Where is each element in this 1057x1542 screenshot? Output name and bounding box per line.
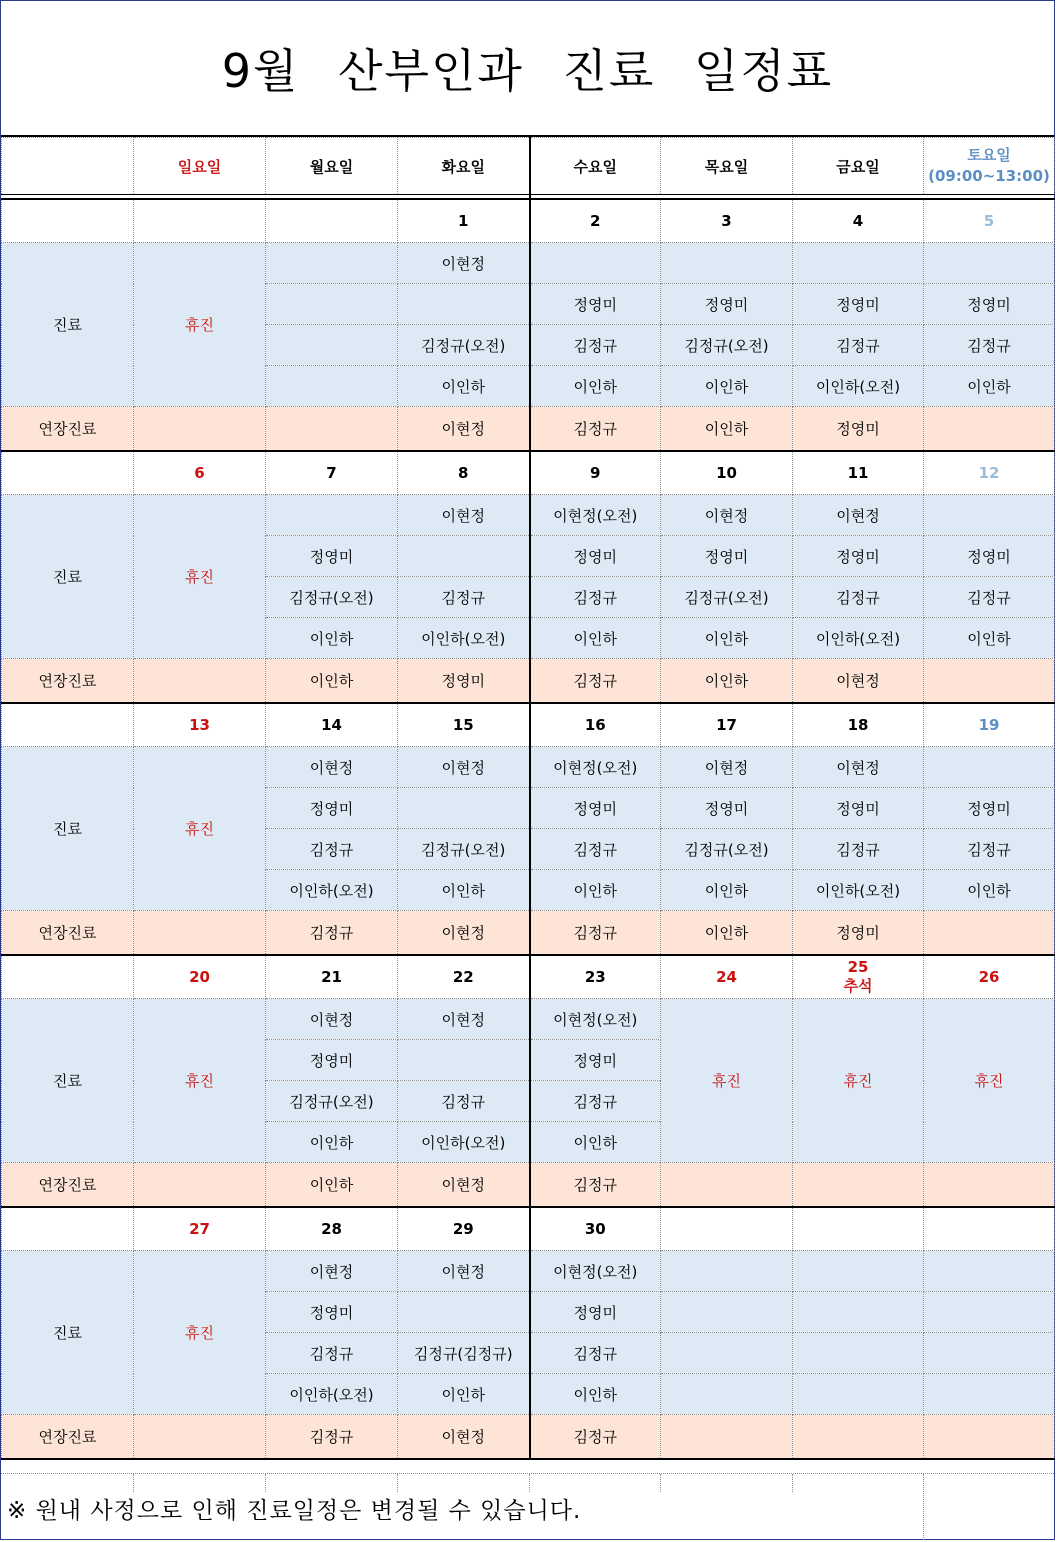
date-cell: 13	[134, 703, 266, 747]
doctor-cell	[661, 1251, 793, 1292]
doctor-cell: 이인하	[530, 618, 661, 659]
doctor-cell: 이인하(오전)	[266, 1374, 398, 1415]
extended-cell: 김정규	[266, 1415, 398, 1460]
doctor-cell	[924, 1251, 1055, 1292]
extended-cell	[793, 1415, 924, 1460]
date-cell: 18	[793, 703, 924, 747]
doctor-cell	[398, 536, 530, 577]
doctor-cell: 이현정	[661, 747, 793, 788]
date-cell: 16	[530, 703, 661, 747]
extended-cell: 이현정	[398, 407, 530, 452]
date-row	[2, 955, 1055, 999]
doctor-cell: 이인하	[530, 366, 661, 407]
extended-cell: 정영미	[398, 659, 530, 704]
doctor-cell	[398, 1292, 530, 1333]
closed-cell: 휴진	[661, 999, 793, 1163]
date-cell	[661, 1207, 793, 1251]
extended-cell	[924, 659, 1055, 704]
day-sunday: 일요일	[134, 138, 266, 195]
date-cell: 29	[398, 1207, 530, 1251]
extended-cell	[134, 1163, 266, 1208]
doctor-cell: 김정규	[398, 1081, 530, 1122]
doctor-cell: 이인하	[661, 366, 793, 407]
doctor-cell	[924, 1292, 1055, 1333]
extended-label: 연장진료	[2, 407, 134, 452]
extended-cell: 이현정	[398, 1415, 530, 1460]
doctor-cell: 이현정(오전)	[530, 747, 661, 788]
date-cell: 11	[793, 451, 924, 495]
extended-cell	[924, 1415, 1055, 1460]
date-row	[2, 199, 1055, 243]
doctor-cell: 김정규	[530, 325, 661, 366]
doctor-cell: 김정규(오전)	[661, 325, 793, 366]
date-cell: 23	[530, 955, 661, 999]
doctor-cell: 이현정(오전)	[530, 999, 661, 1040]
extended-label: 연장진료	[2, 1415, 134, 1460]
day-friday: 금요일	[793, 138, 924, 195]
doctor-cell: 김정규(오전)	[398, 325, 530, 366]
doctor-cell: 김정규	[924, 325, 1055, 366]
doctor-cell: 김정규	[530, 1081, 661, 1122]
doctor-cell: 김정규	[398, 577, 530, 618]
doctor-cell	[661, 1292, 793, 1333]
extended-row	[2, 1415, 1055, 1460]
date-cell: 8	[398, 451, 530, 495]
date-row	[2, 703, 1055, 747]
extended-cell: 김정규	[266, 911, 398, 956]
doctor-cell: 정영미	[266, 1292, 398, 1333]
doctor-cell	[530, 243, 661, 284]
extended-cell	[134, 407, 266, 452]
doctor-cell	[266, 325, 398, 366]
day-tuesday: 화요일	[398, 138, 530, 195]
doctor-cell: 이인하(오전)	[266, 870, 398, 911]
doctor-cell: 이인하	[530, 870, 661, 911]
doctor-cell: 정영미	[530, 1292, 661, 1333]
date-cell: 3	[661, 199, 793, 243]
doctor-cell	[924, 747, 1055, 788]
doctor-cell: 이인하	[661, 618, 793, 659]
doctor-cell: 이인하	[924, 870, 1055, 911]
doctor-cell: 정영미	[661, 788, 793, 829]
date-cell: 19	[924, 703, 1055, 747]
doctor-cell	[924, 1374, 1055, 1415]
extended-cell: 김정규	[530, 659, 661, 704]
holiday-label: 추석	[843, 977, 873, 995]
doctor-cell: 정영미	[793, 788, 924, 829]
doctor-cell	[398, 1040, 530, 1081]
doctor-cell	[793, 1333, 924, 1374]
doctor-cell: 이현정	[661, 495, 793, 536]
doctor-cell: 이현정	[398, 243, 530, 284]
date-label	[2, 199, 134, 243]
date-cell: 22	[398, 955, 530, 999]
sunday-closed: 휴진	[134, 1251, 266, 1415]
schedule-table	[1, 137, 1055, 1460]
extended-cell: 이현정	[398, 1163, 530, 1208]
extended-cell	[793, 1163, 924, 1208]
doctor-cell: 이현정(오전)	[530, 1251, 661, 1292]
doctor-cell: 정영미	[530, 788, 661, 829]
doctor-cell: 이현정	[398, 747, 530, 788]
date-cell: 7	[266, 451, 398, 495]
doctor-cell	[924, 1333, 1055, 1374]
sunday-closed: 휴진	[134, 747, 266, 911]
doctor-cell: 김정규	[793, 325, 924, 366]
saturday-label: 토요일	[967, 146, 1011, 164]
extended-cell	[924, 407, 1055, 452]
sunday-closed: 휴진	[134, 495, 266, 659]
date-row	[2, 1207, 1055, 1251]
date-cell: 9	[530, 451, 661, 495]
doctor-cell	[924, 243, 1055, 284]
doctor-cell: 이인하	[661, 870, 793, 911]
doctor-cell: 정영미	[924, 788, 1055, 829]
doctor-cell: 정영미	[530, 284, 661, 325]
date-cell: 5	[924, 199, 1055, 243]
day-wednesday: 수요일	[530, 138, 661, 195]
doctor-cell	[266, 243, 398, 284]
doctor-cell: 정영미	[266, 788, 398, 829]
doctor-cell: 김정규(오전)	[661, 577, 793, 618]
doctor-cell	[793, 1292, 924, 1333]
doctor-cell: 정영미	[793, 284, 924, 325]
extended-cell: 김정규	[530, 407, 661, 452]
doctor-cell: 이인하(오전)	[793, 870, 924, 911]
date-cell: 1	[398, 199, 530, 243]
doctor-cell	[924, 495, 1055, 536]
clinic-label: 진료	[2, 243, 134, 407]
doctor-cell: 정영미	[924, 536, 1055, 577]
extended-cell	[134, 659, 266, 704]
doctor-cell	[266, 495, 398, 536]
doctor-cell: 이인하(오전)	[793, 366, 924, 407]
extended-cell	[924, 1163, 1055, 1208]
doctor-cell: 김정규	[924, 829, 1055, 870]
doctor-cell: 정영미	[661, 284, 793, 325]
date-cell: 12	[924, 451, 1055, 495]
extended-cell: 정영미	[793, 911, 924, 956]
doctor-cell: 이현정	[398, 1251, 530, 1292]
footer-note: ※ 원내 사정으로 인해 진료일정은 변경될 수 있습니다.	[7, 1498, 582, 1524]
doctor-cell: 김정규	[530, 1333, 661, 1374]
extended-row	[2, 659, 1055, 704]
extended-label: 연장진료	[2, 1163, 134, 1208]
doctor-cell: 김정규(오전)	[398, 829, 530, 870]
date-cell	[266, 199, 398, 243]
doctor-cell: 이인하	[530, 1122, 661, 1163]
extended-label: 연장진료	[2, 911, 134, 956]
doctor-cell: 이인하	[398, 366, 530, 407]
doctor-cell: 김정규	[530, 577, 661, 618]
doctor-cell	[661, 1374, 793, 1415]
doctor-cell: 이인하	[924, 366, 1055, 407]
date-label	[2, 1207, 134, 1251]
date-cell	[134, 199, 266, 243]
doctor-cell	[266, 284, 398, 325]
doctor-cell: 이현정	[266, 999, 398, 1040]
extended-cell: 이인하	[661, 407, 793, 452]
doctor-cell: 이인하	[398, 1374, 530, 1415]
doctor-cell	[793, 1251, 924, 1292]
doctor-cell: 이인하(오전)	[398, 1122, 530, 1163]
doctor-cell: 이인하	[266, 618, 398, 659]
doctor-cell	[266, 366, 398, 407]
date-cell: 26	[924, 955, 1055, 999]
doctor-cell: 이현정	[398, 495, 530, 536]
doctor-cell	[661, 243, 793, 284]
date-cell: 4	[793, 199, 924, 243]
extended-cell	[266, 407, 398, 452]
extended-row	[2, 911, 1055, 956]
doctor-cell: 김정규	[266, 829, 398, 870]
extended-cell: 이인하	[266, 659, 398, 704]
clinic-label: 진료	[2, 495, 134, 659]
doctor-cell: 이현정(오전)	[530, 495, 661, 536]
clinic-label: 진료	[2, 999, 134, 1163]
date-cell	[924, 1207, 1055, 1251]
date-cell: 24	[661, 955, 793, 999]
doctor-cell	[793, 1374, 924, 1415]
doctor-cell	[398, 788, 530, 829]
date-cell: 17	[661, 703, 793, 747]
extended-cell: 이인하	[266, 1163, 398, 1208]
extended-cell: 이인하	[661, 911, 793, 956]
doctor-cell: 김정규(김정규)	[398, 1333, 530, 1374]
date-cell: 2	[530, 199, 661, 243]
extended-cell	[134, 911, 266, 956]
extended-cell: 김정규	[530, 1415, 661, 1460]
date-cell: 14	[266, 703, 398, 747]
doctor-cell: 김정규	[530, 829, 661, 870]
extended-cell	[134, 1415, 266, 1460]
header-blank	[2, 138, 134, 195]
doctor-cell: 김정규	[266, 1333, 398, 1374]
day-saturday	[924, 138, 1055, 195]
saturday-hours: (09:00~13:00)	[928, 167, 1050, 185]
doctor-cell: 정영미	[793, 536, 924, 577]
doctor-cell: 김정규(오전)	[661, 829, 793, 870]
closed-cell: 휴진	[793, 999, 924, 1163]
page-title: 9월 산부인과 진료 일정표	[1, 1, 1054, 137]
doctor-cell: 이현정	[266, 747, 398, 788]
date-number: 25	[847, 958, 869, 976]
doctor-cell: 정영미	[266, 536, 398, 577]
doctor-cell	[793, 243, 924, 284]
date-row	[2, 451, 1055, 495]
doctor-cell: 김정규(오전)	[266, 577, 398, 618]
doctor-cell: 이인하	[266, 1122, 398, 1163]
date-cell	[793, 955, 924, 999]
doctor-cell	[398, 284, 530, 325]
doctor-cell: 이현정	[793, 495, 924, 536]
doctor-cell	[661, 1333, 793, 1374]
date-label	[2, 451, 134, 495]
doctor-cell: 정영미	[530, 1040, 661, 1081]
extended-row	[2, 407, 1055, 452]
doctor-cell: 정영미	[924, 284, 1055, 325]
extended-row	[2, 1163, 1055, 1208]
closed-cell: 휴진	[924, 999, 1055, 1163]
doctor-cell: 이현정	[266, 1251, 398, 1292]
header-row	[2, 138, 1055, 195]
extended-cell: 이현정	[398, 911, 530, 956]
date-cell: 27	[134, 1207, 266, 1251]
day-thursday: 목요일	[661, 138, 793, 195]
date-cell: 30	[530, 1207, 661, 1251]
clinic-label: 진료	[2, 747, 134, 911]
doctor-cell: 정영미	[266, 1040, 398, 1081]
doctor-cell: 김정규(오전)	[266, 1081, 398, 1122]
extended-label: 연장진료	[2, 659, 134, 704]
date-cell	[793, 1207, 924, 1251]
date-cell: 10	[661, 451, 793, 495]
doctor-cell: 김정규	[793, 829, 924, 870]
day-monday: 월요일	[266, 138, 398, 195]
extended-cell: 김정규	[530, 1163, 661, 1208]
doctor-cell: 김정규	[793, 577, 924, 618]
doctor-cell: 이인하	[398, 870, 530, 911]
doctor-cell: 김정규	[924, 577, 1055, 618]
doctor-cell: 이현정	[398, 999, 530, 1040]
sunday-closed: 휴진	[134, 999, 266, 1163]
extended-cell	[661, 1415, 793, 1460]
doctor-cell: 정영미	[530, 536, 661, 577]
date-cell: 15	[398, 703, 530, 747]
date-label	[2, 955, 134, 999]
sunday-closed: 휴진	[134, 243, 266, 407]
extended-cell	[924, 911, 1055, 956]
footer	[1, 1473, 1054, 1540]
extended-cell: 이인하	[661, 659, 793, 704]
date-cell: 20	[134, 955, 266, 999]
clinic-label: 진료	[2, 1251, 134, 1415]
doctor-cell: 이인하(오전)	[793, 618, 924, 659]
date-cell: 28	[266, 1207, 398, 1251]
doctor-cell: 이현정	[793, 747, 924, 788]
date-cell: 6	[134, 451, 266, 495]
doctor-cell: 이인하(오전)	[398, 618, 530, 659]
date-cell: 21	[266, 955, 398, 999]
extended-cell	[661, 1163, 793, 1208]
extended-cell: 김정규	[530, 911, 661, 956]
date-label	[2, 703, 134, 747]
extended-cell: 정영미	[793, 407, 924, 452]
doctor-cell: 이인하	[924, 618, 1055, 659]
doctor-cell: 정영미	[661, 536, 793, 577]
extended-cell: 이현정	[793, 659, 924, 704]
doctor-cell: 이인하	[530, 1374, 661, 1415]
